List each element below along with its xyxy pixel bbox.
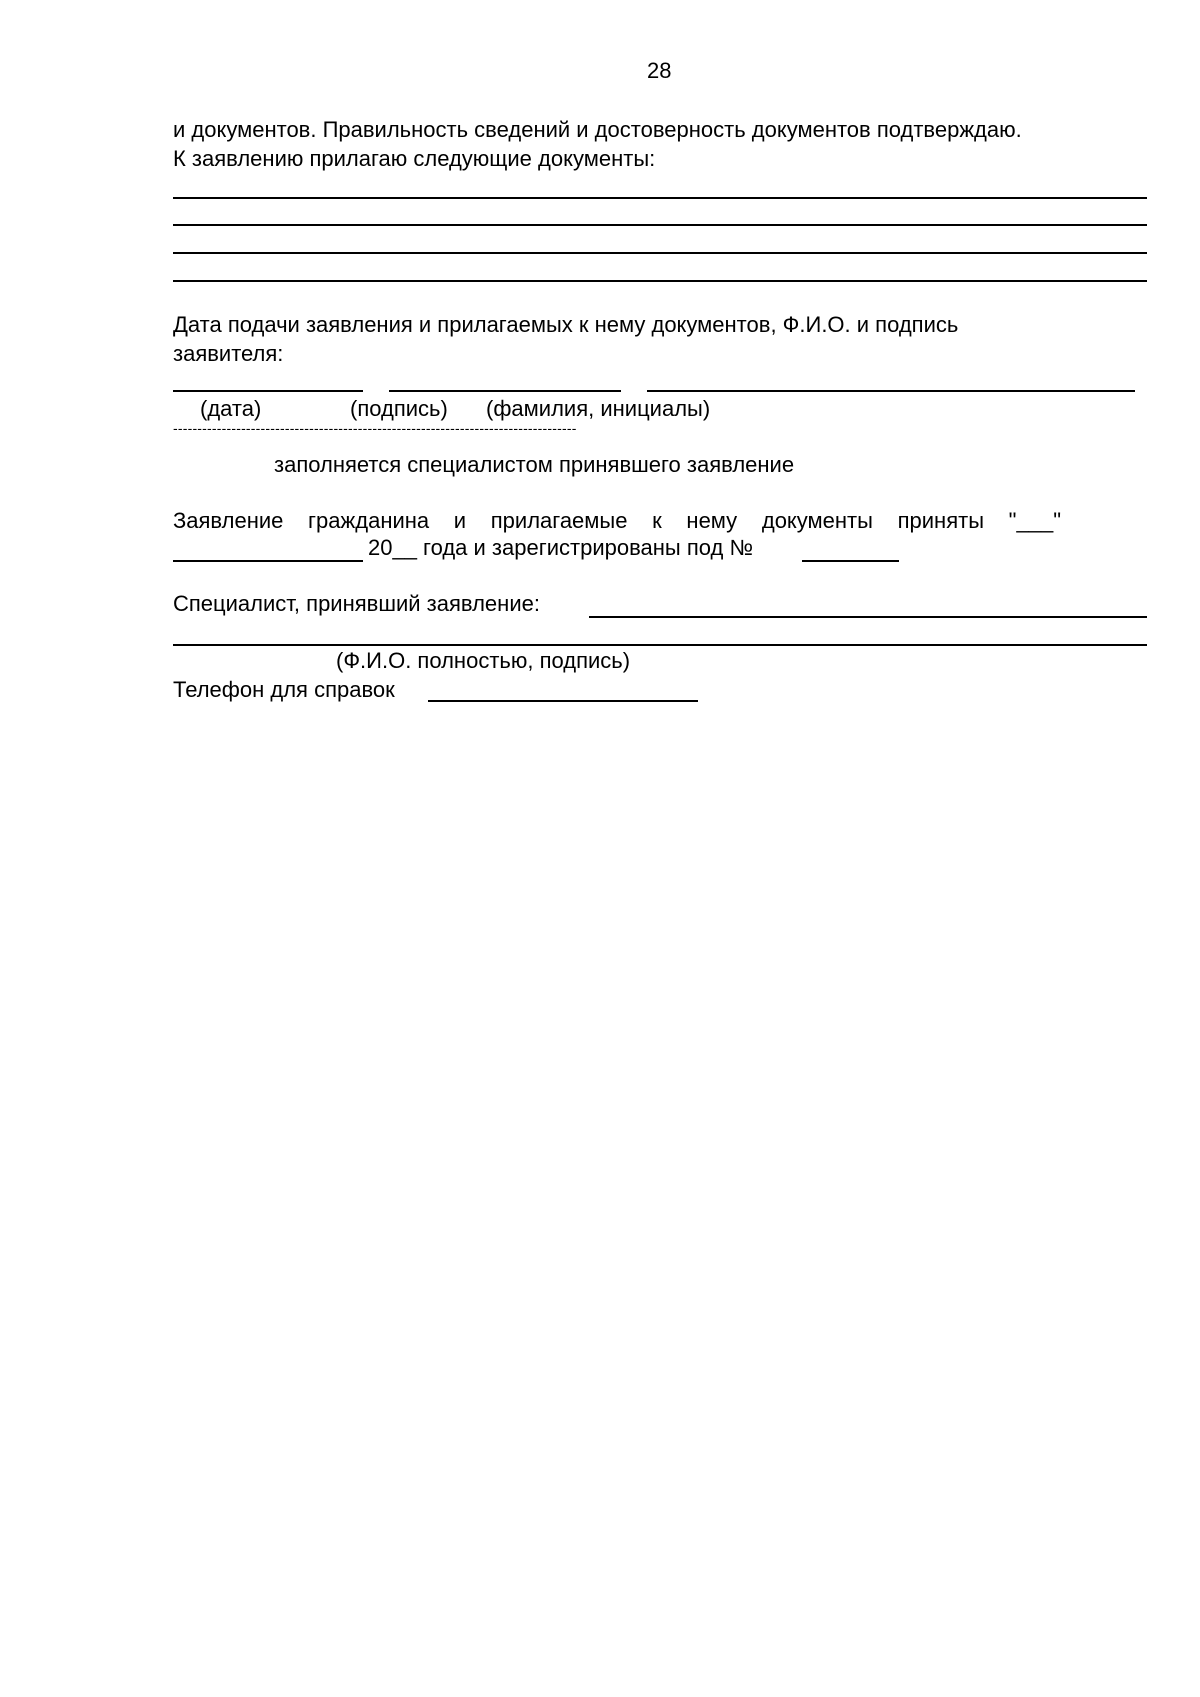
registration-number-blank[interactable] xyxy=(802,560,899,562)
dashed-separator: ----------------------------------------------------------------------------------- xyxy=(173,420,577,436)
intro-line-2: К заявлению прилагаю следующие документы: xyxy=(173,146,656,171)
registration-text-line-1: Заявление гражданина и прилагаемые к нему документы приняты "___" xyxy=(173,508,1061,533)
submission-text-line-1: Дата подачи заявления и прилагаемых к нему документов, Ф.И.О. и подпись xyxy=(173,312,959,337)
submission-text-line-2: заявителя: xyxy=(173,341,284,366)
specialist-label: Специалист, принявший заявление: xyxy=(173,591,540,616)
specialist-caption: (Ф.И.О. полностью, подпись) xyxy=(336,648,631,673)
registration-year-text: 20__ года и зарегистрированы под № xyxy=(368,535,754,560)
specialist-note: заполняется специалистом принявшего заявление xyxy=(274,452,795,477)
intro-line-1: и документов. Правильность сведений и достоверность документов подтверждаю. xyxy=(173,117,1022,142)
signature-caption: (подпись) xyxy=(350,396,448,421)
signature-blank[interactable] xyxy=(389,390,621,392)
documents-blank-line-1[interactable] xyxy=(173,197,1147,199)
phone-label: Телефон для справок xyxy=(173,677,395,702)
phone-blank[interactable] xyxy=(428,700,698,702)
date-blank[interactable] xyxy=(173,390,363,392)
specialist-blank-full[interactable] xyxy=(173,644,1147,646)
page-number: 28 xyxy=(647,58,672,83)
documents-blank-line-3[interactable] xyxy=(173,252,1147,254)
name-caption: (фамилия, инициалы) xyxy=(486,396,711,421)
documents-blank-line-4[interactable] xyxy=(173,280,1147,282)
date-caption: (дата) xyxy=(200,396,262,421)
name-blank[interactable] xyxy=(647,390,1135,392)
specialist-blank[interactable] xyxy=(589,616,1147,618)
documents-blank-line-2[interactable] xyxy=(173,224,1147,226)
registration-month-blank[interactable] xyxy=(173,560,363,562)
